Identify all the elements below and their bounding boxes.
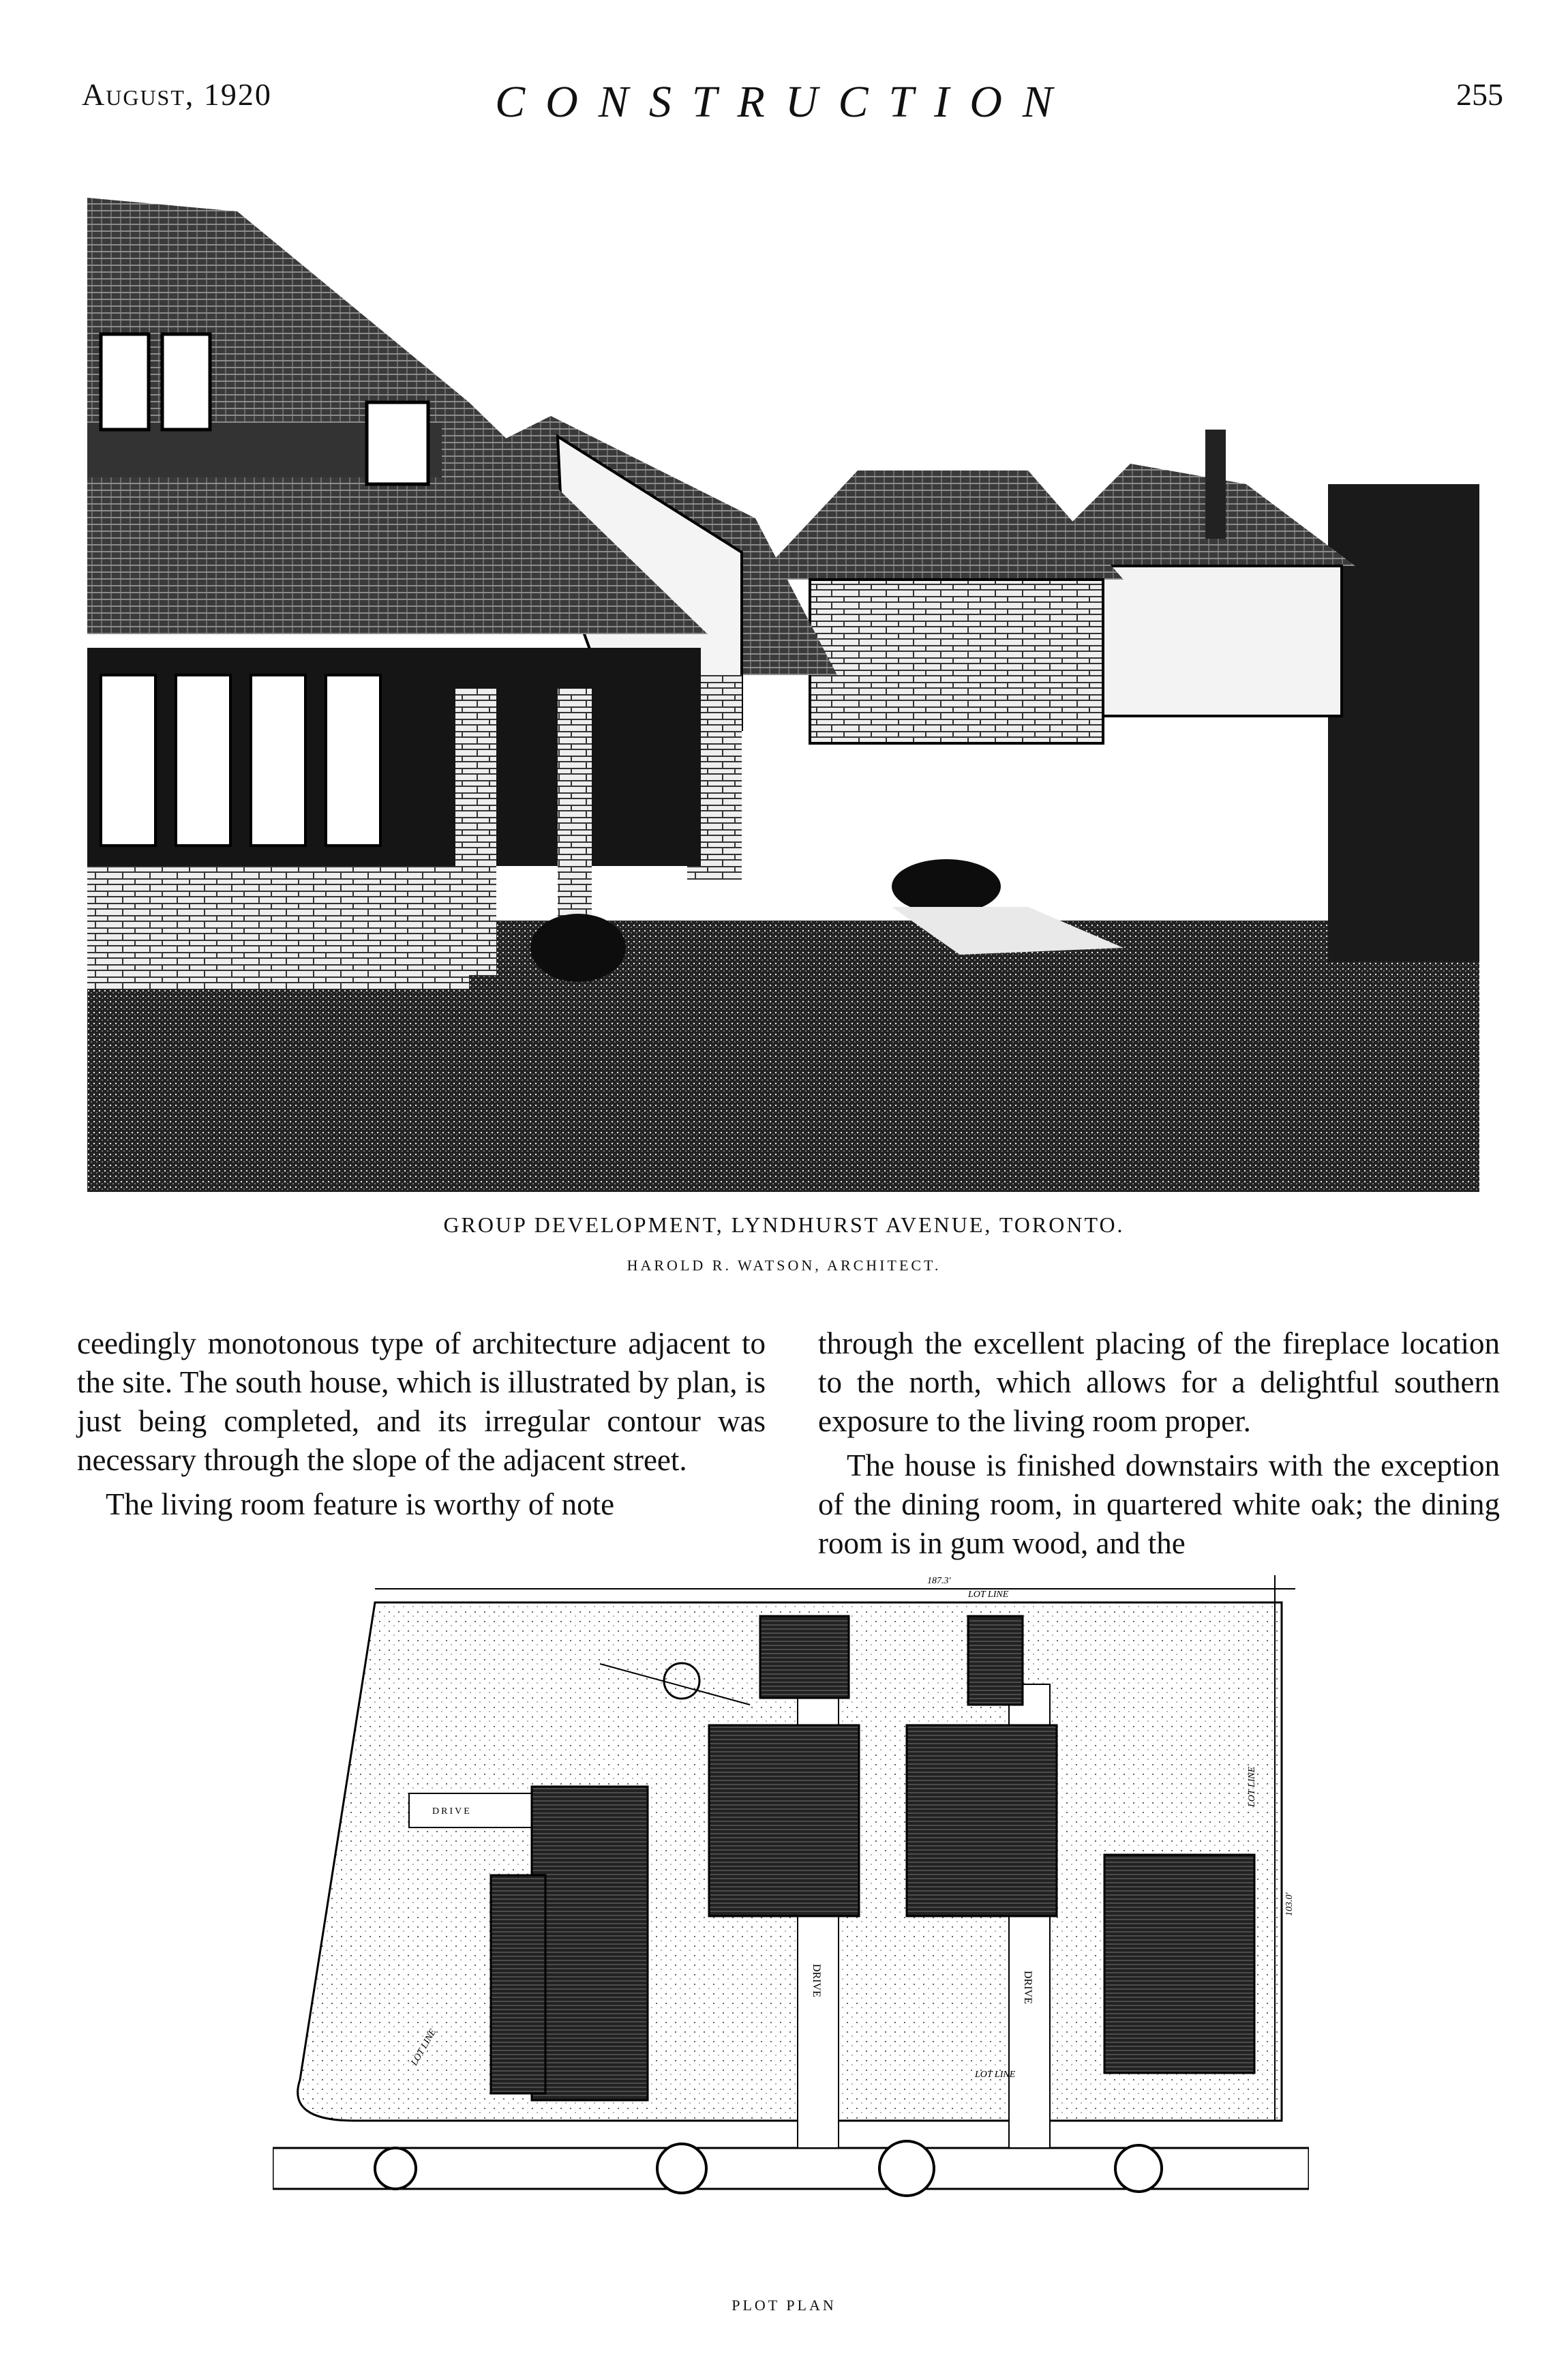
garage	[760, 1616, 849, 1698]
label-lot-line-bottom: LOT LINE	[975, 2070, 1016, 2080]
plot-plan-caption: PLOT PLAN	[732, 2297, 836, 2314]
label-drive-left: DRIVE	[432, 1806, 472, 1817]
garage	[968, 1616, 1023, 1705]
paragraph: ceedingly monotonous type of architecture adjacent to the site. The south house, which is illustrated by plan, is just being completed, and its irregular contour was necessary through the slope of the adjacent street.	[77, 1326, 766, 1477]
label-lot-line-left: LOT LINE	[409, 2027, 439, 2068]
text-column-left	[77, 1324, 766, 1529]
page-number: 255	[1456, 77, 1503, 112]
paragraph: through the excellent placing of the fireplace location to the north, which allows for a delightful southern exposure to the living room proper.	[818, 1326, 1500, 1438]
label-lot-line-right: LOT LINE	[1247, 1766, 1257, 1807]
label-drive-right: DRIVE	[1022, 1971, 1034, 2004]
label-dim-right: 103.0'	[1284, 1892, 1295, 1916]
house	[709, 1725, 859, 1916]
house	[907, 1725, 1057, 1916]
label-dim-top: 187.3'	[927, 1576, 951, 1586]
group-development-photo	[87, 198, 1479, 1192]
running-head-date: August, 1920	[82, 77, 272, 112]
photo-caption-credit: HAROLD R. WATSON, ARCHITECT.	[627, 1257, 941, 1274]
label-drive-middle: DRIVE	[811, 1964, 822, 1997]
text-column-right	[818, 1324, 1500, 1568]
photo-caption-title: GROUP DEVELOPMENT, LYNDHURST AVENUE, TORONTO.	[443, 1212, 1125, 1237]
paragraph: The house is finished downstairs with the exception of the dining room, in quartered white oak; the dining room is in gum wood, and the	[818, 1448, 1500, 1560]
plot-plan-drawing	[273, 1562, 1309, 2271]
running-head-title: CONSTRUCTION	[495, 77, 1073, 127]
paragraph: The living room feature is worthy of note	[106, 1487, 615, 1521]
house	[1104, 1855, 1254, 2073]
label-lot-line-top: LOT LINE	[968, 1590, 1009, 1600]
house-south	[532, 1787, 648, 2100]
